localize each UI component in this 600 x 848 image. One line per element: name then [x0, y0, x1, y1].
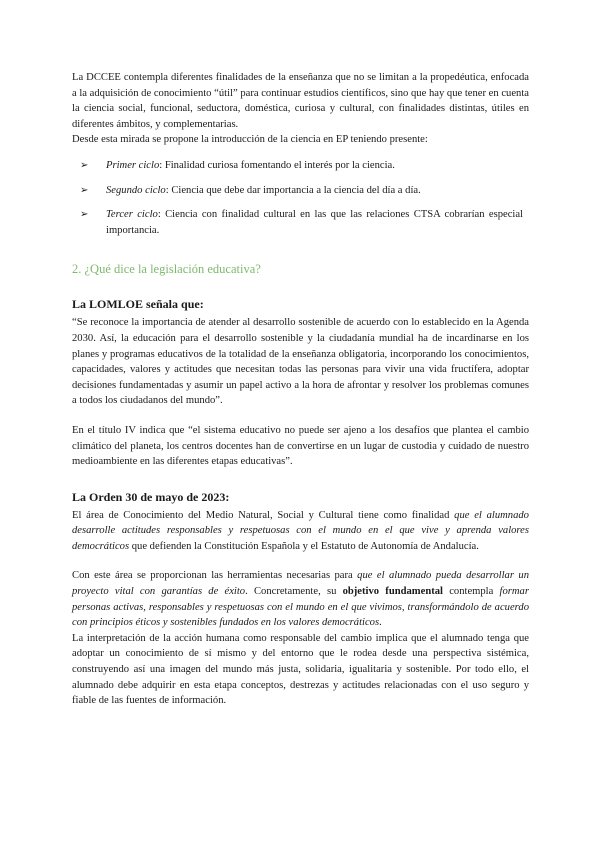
cycle-label: Segundo ciclo — [106, 184, 166, 196]
list-item — [72, 207, 529, 238]
bold-text: objetivo fundamental — [342, 586, 443, 598]
cycle-text: : Finalidad curiosa fomentando el interés por la ciencia. — [159, 159, 395, 171]
section-heading: 2. ¿Qué dice la legislación educativa? — [72, 262, 261, 277]
intro-lead-paragraph: Desde esta mirada se propone la introducción de la ciencia en EP teniendo presente: — [72, 134, 428, 146]
text-run: El área de Conocimiento del Medio Natural, Social y Cultural tiene como finalidad — [72, 509, 455, 521]
orden-paragraph-3: La interpretación de la acción humana como responsable del cambio implica que el alumnado tenga que adoptar un conocimiento de sí mismo y del entorno que le rodea desde una perspectiva sistémica, construyendo así una imagen del mundo más justa, solidaria, igualitaria y sostenible. Por todo ello, el alumnado debe adquirir en esta etapa conceptos, destrezas y actitudes relacionadas con el uso seguro y fiable de las fuentes de información. — [72, 632, 529, 707]
intro-paragraph: La DCCEE contempla diferentes finalidades de la enseñanza que no se limitan a la propedéutica, enfocada a la adquisición de conocimiento “útil” para continuar estudios científicos, sino que hay que tener en cuenta la ciencia social, funcional, seductora, doméstica, curiosa y cultural, con finalidades distintas, útiles en diferentes ámbitos, y complementarias. — [72, 72, 529, 130]
text-run: . Concretamente, su — [245, 586, 343, 598]
title-iv-paragraph: En el título IV indica que “el sistema educativo no puede ser ajeno a los desafíos que plantea el cambio climático del planeta, los centros docentes han de convertirse en un lugar de custodia y cuidado de nuestro medioambiente en las diferentes etapas educativas”. — [72, 424, 529, 468]
orden-paragraph-1 — [72, 508, 529, 555]
cycle-label: Primer ciclo — [106, 159, 160, 171]
list-item — [72, 158, 529, 174]
text-run: contempla — [442, 586, 500, 598]
emphasis-text: que el alumnado desarrolle actitudes responsables y respetuosas con el mundo en el que vive y aprenda valores democráticos — [72, 509, 529, 552]
emphasis-text: que el alumnado pueda desarrollar un proyecto vital con garantías de éxito — [72, 570, 529, 598]
cycles-list — [72, 158, 529, 238]
cycle-label: Tercer ciclo — [106, 209, 158, 221]
text-run: . — [379, 617, 382, 629]
cycle-text: : Ciencia que debe dar importancia a la ciencia del día a día. — [165, 184, 421, 196]
orden-heading: La Orden 30 de mayo de 2023: — [72, 489, 230, 504]
emphasis-text: formar personas activas, responsables y respetuosas con el mundo en el que vivimos, transformándolo de acuerdo con principios éticos y sostenibles fundados en los valores democráticos — [72, 586, 529, 629]
text-run: que defienden la Constitución Española y el Estatuto de Autonomía de Andalucía. — [129, 540, 479, 552]
orden-paragraph-2 — [72, 568, 529, 630]
lomloe-heading: La LOMLOE señala que: — [72, 297, 204, 312]
arrow-bullet-icon: ➢ — [80, 209, 89, 221]
arrow-bullet-icon: ➢ — [80, 159, 89, 171]
lomloe-quote: “Se reconoce la importancia de atender al desarrollo sostenible de acuerdo con lo establecido en la Agenda 2030. Así, la educación para el desarrollo sostenible y la ciudadanía mundial ha de incardinarse en los planes y programas educativos de la totalidad de la enseñanza obligatoria, incorporando los conocimientos, capacidades, valores y actitudes que necesitan todas las personas para vivir una vida fructífera, adoptar decisiones fundamentadas y asumir un papel activo a la hora de afrontar y resolver los problemas comunes a todos los ciudadanos del mundo”. — [72, 317, 529, 407]
list-item — [72, 183, 529, 199]
arrow-bullet-icon: ➢ — [80, 184, 89, 196]
text-run: Con este área se proporcionan las herramientas necesarias para — [72, 570, 358, 582]
cycle-text: : Ciencia con finalidad cultural en las que las relaciones CTSA cobrarían especial importancia. — [106, 209, 523, 236]
